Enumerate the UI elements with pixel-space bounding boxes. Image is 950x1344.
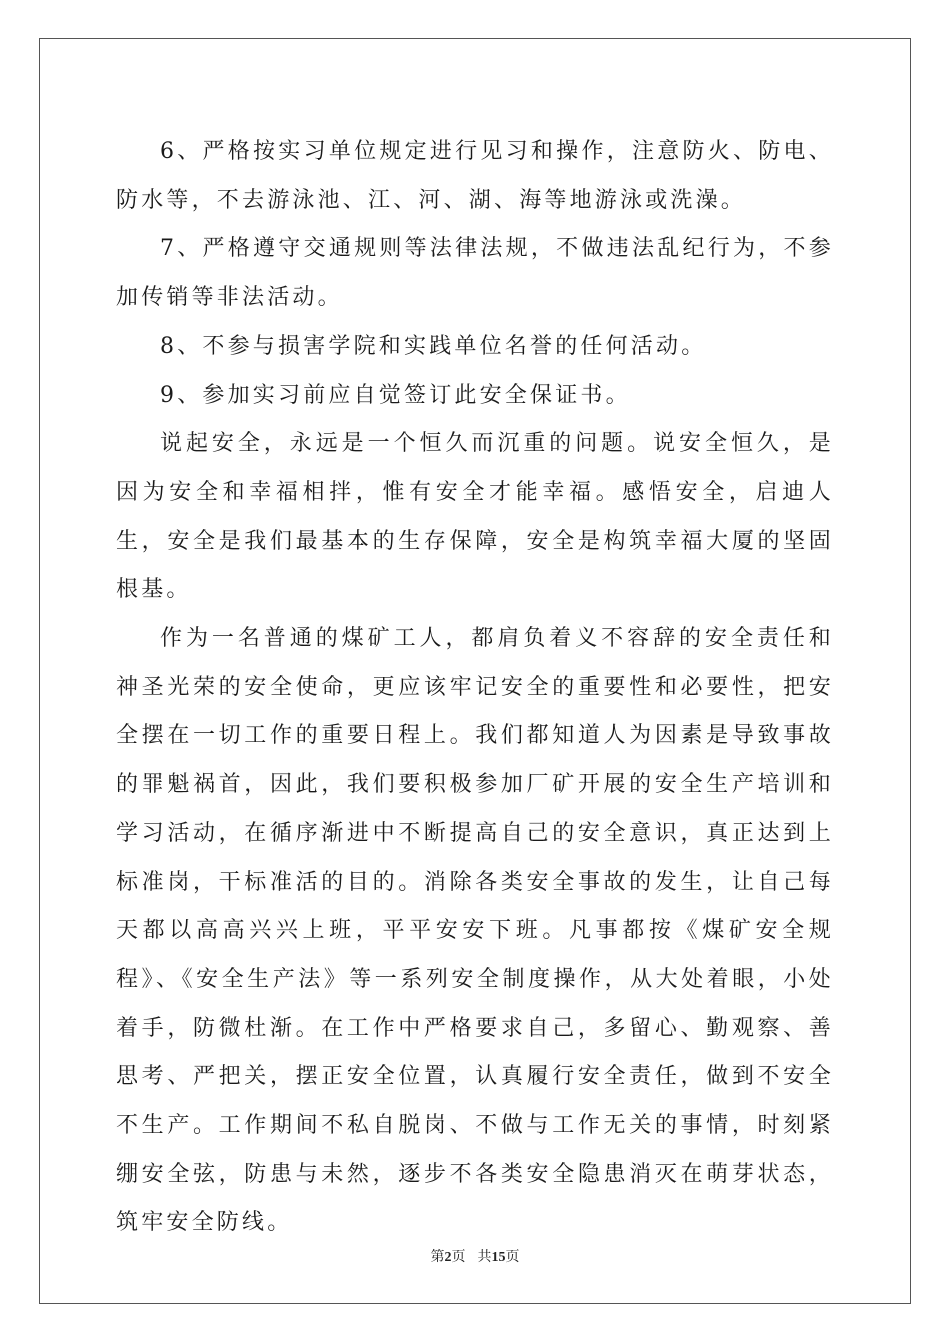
paragraph-item-7: 7、严格遵守交通规则等法律法规，不做违法乱纪行为，不参加传销等非法活动。 [116,236,834,311]
paragraph-safety-intro: 说起安全，永远是一个恒久而沉重的问题。说安全恒久，是因为安全和幸福相拌，惟有安全才能幸福。感悟安全，启迪人生，安全是我们最基本的生存保障，安全是构筑幸福大厦的坚固根基。 [116,431,834,603]
total-suffix: 页 [505,1250,520,1265]
paragraph-item-9: 9、参加实习前应自觉签订此安全保证书。 [160,382,631,408]
page-number: 2 [444,1250,452,1265]
document-body [116,128,834,1248]
paragraph-coal-miner: 作为一名普通的煤矿工人，都肩负着义不容辞的安全责任和神圣光荣的安全使命，更应该牢记安全的重要性和必要性，把安全摆在一切工作的重要日程上。我们都知道人为因素是导致事故的罪魁祸首，因此，我们要积极参加厂矿开展的安全生产培训和学习活动，在循序渐进中不断提高自己的安全意识，真正达到上标准岗，干标准活的目的。消除各类安全事故的发生，让自己每天都以高高兴兴上班，平平安安下班。凡事都按《煤矿安全规程》、《安全生产法》等一系列安全制度操作，从大处着眼，小处着手，防微杜渐。在工作中严格要求自己，多留心、勤观察、善思考、严把关，摆正安全位置，认真履行安全责任，做到不安全不生产。工作期间不私自脱岗、不做与工作无关的事情，时刻紧绷安全弦，防患与未然，逐步不各类安全隐患消灭在萌芽状态，筑牢安全防线。 [116,626,834,1236]
page-suffix: 页 [451,1250,466,1265]
total-pages: 15 [491,1250,506,1265]
page-footer [0,1246,950,1266]
paragraph-item-8: 8、不参与损害学院和实践单位名誉的任何活动。 [160,333,707,359]
paragraph-item-6: 6、严格按实习单位规定进行见习和操作，注意防火、防电、防水等，不去游泳池、江、河、湖、海等地游泳或洗澡。 [116,139,834,213]
page-prefix: 第 [430,1250,445,1265]
total-prefix: 共 [477,1250,492,1265]
